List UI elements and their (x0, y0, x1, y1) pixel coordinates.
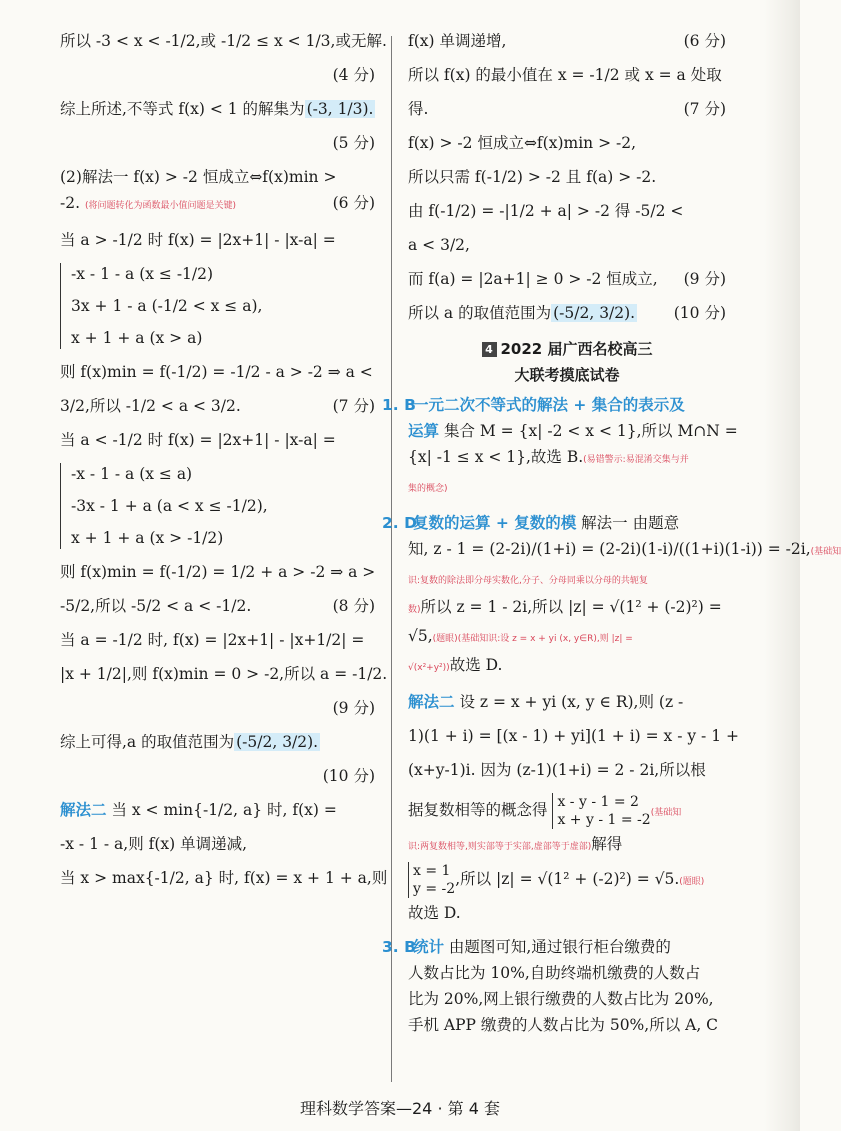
text-line: 则 f(x)min = f(-1/2) = -1/2 - a > -2 ⇒ a < (60, 363, 373, 381)
text-line: 运算 集合 M = {x| -2 < x < 1},所以 M∩N = (408, 422, 738, 440)
annotation-note: √(x²+y²)) (408, 663, 450, 673)
text-line: 据复数相等的概念得 x - y - 1 = 2 x + y - 1 = -2(基础知 (408, 794, 682, 828)
question-number: 3. B (382, 938, 416, 956)
text-line: 故选 D. (408, 904, 461, 922)
text-line: -2. (将问题转化为函数最小值问题是关键) (6 分) (60, 194, 375, 212)
text-line: 人数占比为 10%,自助终端机缴费的人数占 (408, 964, 701, 982)
section-heading (408, 336, 726, 362)
text-line: a < 3/2, (408, 236, 470, 254)
score-mark: (6 分) (332, 194, 375, 212)
annotation-note: (题眼) (679, 877, 705, 887)
text-line: 知, z - 1 = (2-2i)/(1+i) = (2-2i)(1-i)/((1+i)(1-i)) = -2i,(基础知 (408, 540, 841, 558)
question-number: 2. D (382, 514, 417, 532)
score-mark: (6 分) (683, 32, 726, 50)
question-topic: 复数的运算 + 复数的模 (412, 514, 577, 532)
score-mark: (7 分) (332, 397, 375, 415)
text-line: 由 f(-1/2) = -|1/2 + a| > -2 得 -5/2 < (408, 202, 684, 220)
text-line: 1)(1 + i) = [(x - 1) + yi](1 + i) = x - y - 1 + (408, 727, 739, 745)
question-topic: 统计 (412, 938, 444, 956)
text-line: {x| -1 ≤ x < 1},故选 B.(易错警示:易混淆交集与并 (408, 448, 689, 466)
text-line: 而 f(a) = |2a+1| ≥ 0 > -2 恒成立, (9 分) (408, 270, 726, 288)
question-3-line: 3. B 统计 由题图可知,通过银行柜台缴费的 (382, 938, 671, 956)
page-footer: 理科数学答案—24 · 第 4 套 (300, 1099, 500, 1118)
system-row: -x - 1 - a (x ≤ a) (71, 465, 193, 483)
score-mark: (7 分) (683, 100, 726, 118)
question-topic: 运算 (408, 422, 440, 440)
section-number-badge: 4 (482, 342, 497, 357)
text-line: 当 a = -1/2 时, f(x) = |2x+1| - |x+1/2| = (60, 631, 365, 649)
text-line: |x + 1/2|,则 f(x)min = 0 > -2,所以 a = -1/2. (60, 665, 388, 683)
page-edge-shadow (764, 0, 800, 1131)
annotation-note: 集的概念) (408, 484, 448, 494)
text-line (408, 475, 726, 500)
system-row: -x - 1 - a (x ≤ -1/2) (71, 265, 214, 283)
score-mark: (9 分) (683, 270, 726, 288)
text-line: (2)解法一 f(x) > -2 恒成立⇔f(x)min > (60, 168, 337, 186)
annotation-note: 识:两复数相等,则实部等于实部,虚部等于虚部) (408, 842, 592, 852)
section-title: 2022 届广西名校高三 (500, 340, 653, 358)
text-line: √5,(题眼)(基础知识:设 z = x + yi (x, y∈R),则 |z| = (408, 627, 633, 645)
text-line: 当 a > -1/2 时 f(x) = |2x+1| - |x-a| = (60, 231, 336, 249)
text-line: 所以 f(x) 的最小值在 x = -1/2 或 x = a 处取 (408, 66, 722, 84)
system-row: x - y - 1 = 2 (557, 794, 639, 810)
text-line: f(x) > -2 恒成立⇔f(x)min > -2, (408, 134, 637, 152)
text-line: √(x²+y²))故选 D. (408, 656, 503, 674)
score-mark: (8 分) (332, 597, 375, 615)
system-row: y = -2 (413, 881, 456, 897)
section-subtitle: 大联考摸底试卷 (514, 366, 620, 384)
equation-system (552, 793, 650, 829)
annotation-note: (将问题转化为函数最小值问题是关键) (84, 201, 236, 211)
text-line: 解法二 当 x < min{-1/2, a} 时, f(x) = (60, 801, 337, 819)
score-mark: (9 分) (332, 699, 375, 717)
text-line: 综上可得,a 的取值范围为 (-5/2, 3/2). (60, 733, 319, 751)
equation-system (408, 862, 455, 898)
text-line: (x+y-1)i. 因为 (z-1)(1+i) = 2 - 2i,所以根 (408, 761, 706, 779)
piecewise-system-2 (60, 463, 375, 549)
piecewise-system-1 (60, 263, 375, 349)
text-line: 当 a < -1/2 时 f(x) = |2x+1| - |x-a| = (60, 431, 336, 449)
text-line: 所以只需 f(-1/2) > -2 且 f(a) > -2. (408, 168, 657, 186)
text-line: -x - 1 - a,则 f(x) 单调递减, (60, 835, 248, 853)
annotation-note: (基础知 (650, 808, 682, 818)
method-label: 解法二 (408, 693, 455, 711)
text-line: 得. (7 分) (408, 100, 726, 118)
text-line: 综上所述,不等式 f(x) < 1 的解集为 (-3, 1/3). (60, 100, 374, 118)
text-line: 所以 -3 < x < -1/2,或 -1/2 ≤ x < 1/3,或无解. (60, 32, 387, 50)
text-line: 手机 APP 缴费的人数占比为 50%,所以 A, C (408, 1016, 719, 1034)
score-mark: (10 分) (322, 767, 375, 785)
text-line: 解法二 设 z = x + yi (x, y ∈ R),则 (z - (408, 693, 684, 711)
text-line: 3/2,所以 -1/2 < a < 3/2. (7 分) (60, 397, 375, 415)
system-row: -3x - 1 + a (a < x ≤ -1/2), (71, 497, 268, 515)
annotation-note: 识:复数的除法即分母实数化,分子、分母同乘以分母的共轭复 (408, 576, 648, 586)
question-2-line: 2. D 复数的运算 + 复数的模 解法一 由题意 (382, 514, 680, 532)
text-line: 比为 20%,网上银行缴费的人数占比为 20%, (408, 990, 714, 1008)
text-line (408, 567, 726, 592)
answer-highlight: (-3, 1/3). (306, 100, 374, 118)
annotation-note: (易错警示:易混淆交集与并 (583, 455, 689, 465)
text-line: -5/2,所以 -5/2 < a < -1/2. (8 分) (60, 597, 375, 615)
score-mark: (4 分) (332, 66, 375, 84)
system-row: x + 1 + a (x > a) (71, 329, 203, 347)
question-1-line (382, 394, 726, 416)
score-mark: (10 分) (673, 304, 726, 322)
system-row: x + 1 + a (x > -1/2) (71, 529, 224, 547)
text-line: f(x) 单调递增, (6 分) (408, 32, 726, 50)
answer-highlight: (-5/2, 3/2). (553, 304, 636, 322)
question-number: 1. B (382, 396, 416, 414)
question-topic: 一元二次不等式的解法 + 集合的表示及 (412, 396, 685, 414)
column-divider (391, 36, 392, 1082)
method-label: 解法二 (60, 801, 107, 819)
right-column (382, 30, 841, 1040)
annotation-note: (基础知 (810, 547, 841, 557)
left-column (60, 30, 388, 901)
system-row: x + y - 1 = -2 (557, 812, 651, 828)
system-row: 3x + 1 - a (-1/2 < x ≤ a), (71, 297, 263, 315)
text-line: 识:两复数相等,则实部等于实部,虚部等于虚部)解得 (408, 835, 623, 853)
score-mark: (5 分) (332, 134, 375, 152)
answer-highlight: (-5/2, 3/2). (236, 733, 319, 751)
annotation-note: (题眼)(基础知识:设 z = x + yi (x, y∈R),则 |z| = (432, 634, 633, 644)
text-line: 当 x > max{-1/2, a} 时, f(x) = x + 1 + a,则 (60, 869, 388, 887)
text-line: 数)所以 z = 1 - 2i,所以 |z| = √(1² + (-2)²) = (408, 598, 722, 616)
text-line: 所以 a 的取值范围为 (-5/2, 3/2). (10 分) (408, 304, 726, 322)
text-line: x = 1 y = -2,所以 |z| = √(1² + (-2)²) = √5.(题眼) (408, 862, 726, 898)
system-row: x = 1 (413, 863, 451, 879)
annotation-note: 数) (408, 605, 421, 615)
text-line: 则 f(x)min = f(-1/2) = 1/2 + a > -2 ⇒ a > (60, 563, 376, 581)
